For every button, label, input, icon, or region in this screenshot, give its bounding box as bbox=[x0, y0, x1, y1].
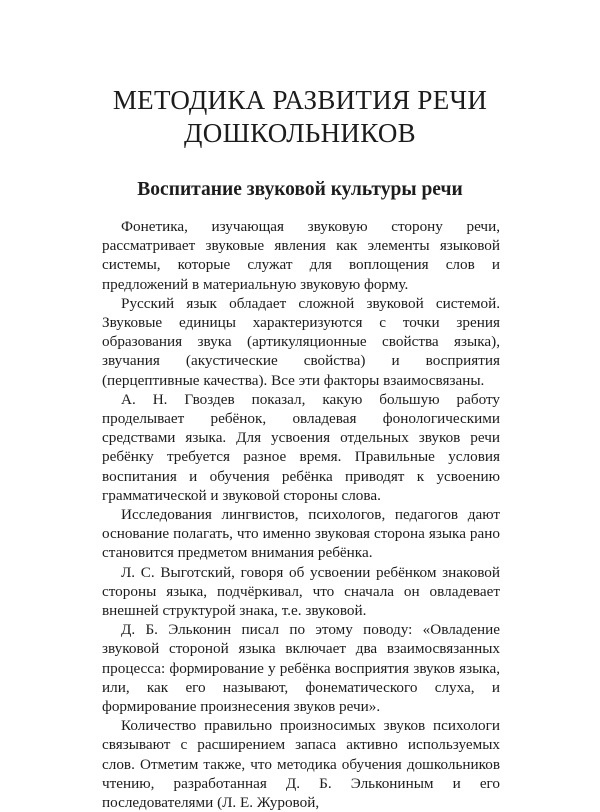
paragraph-vygotsky: Л. С. Выготский, говоря об усвоении ребёнком знаковой стороны языка, подчёркивал, что сначала он овладевает внешней структурой знака, т.е. звуковой. bbox=[102, 563, 500, 620]
paragraph-sound-count: Количество правильно произносимых звуков психологи связывают с расширением запаса активно используемых слов. Отметим также, что методика обучения дошкольников чтению, разработанная Д. Б. Элькониным и его последователями (Л. Е. Журовой, bbox=[102, 717, 500, 812]
paragraph-gvozdev: А. Н. Гвоздев показал, какую большую работу проделывает ребёнок, овладевая фонологическими средствами языка. Для усвоения отдельных звуков речи ребёнку требуется разное время. Правильные условия воспитания и обучения ребёнка приводят к усвоению грамматической и звуковой стороны слова. bbox=[102, 390, 500, 504]
paragraph-phonetics: Фонетика, изучающая звуковую сторону речи, рассматривает звуковые явления как элементы языковой системы, которые служат для воплощения слов и предложений в материальную звуковую форму. bbox=[102, 218, 500, 293]
body-text bbox=[102, 217, 500, 812]
chapter-title bbox=[60, 84, 540, 150]
paragraph-russian-sound-system: Русский язык обладает сложной звуковой системой. Звуковые единицы характеризуются с точки зрения образования звука (артикуляционные свойства языка), звучания (акустические свойства) и восприятия (перцептивные качества). Все эти факторы взаимосвязаны. bbox=[102, 294, 500, 389]
paragraph-elkonin-quote: Д. Б. Эльконин писал по этому поводу: «Овладение звуковой стороной языка включает два взаимосвязанных процесса: формирование у ребёнка восприятия звуков языка, или, как его называют, фонематического слуха, и формирование произнесения звуков речи». bbox=[102, 621, 500, 716]
section-title: Воспитание звуковой культуры речи bbox=[137, 179, 463, 200]
paragraph-research: Исследования лингвистов, психологов, педагогов дают основание полагать, что именно звуковая сторона языка рано становится предметом внимания ребёнка. bbox=[102, 506, 500, 562]
chapter-title-line-2: ДОШКОЛЬНИКОВ bbox=[184, 118, 416, 148]
chapter-title-line-1: МЕТОДИКА РАЗВИТИЯ РЕЧИ bbox=[112, 85, 488, 115]
